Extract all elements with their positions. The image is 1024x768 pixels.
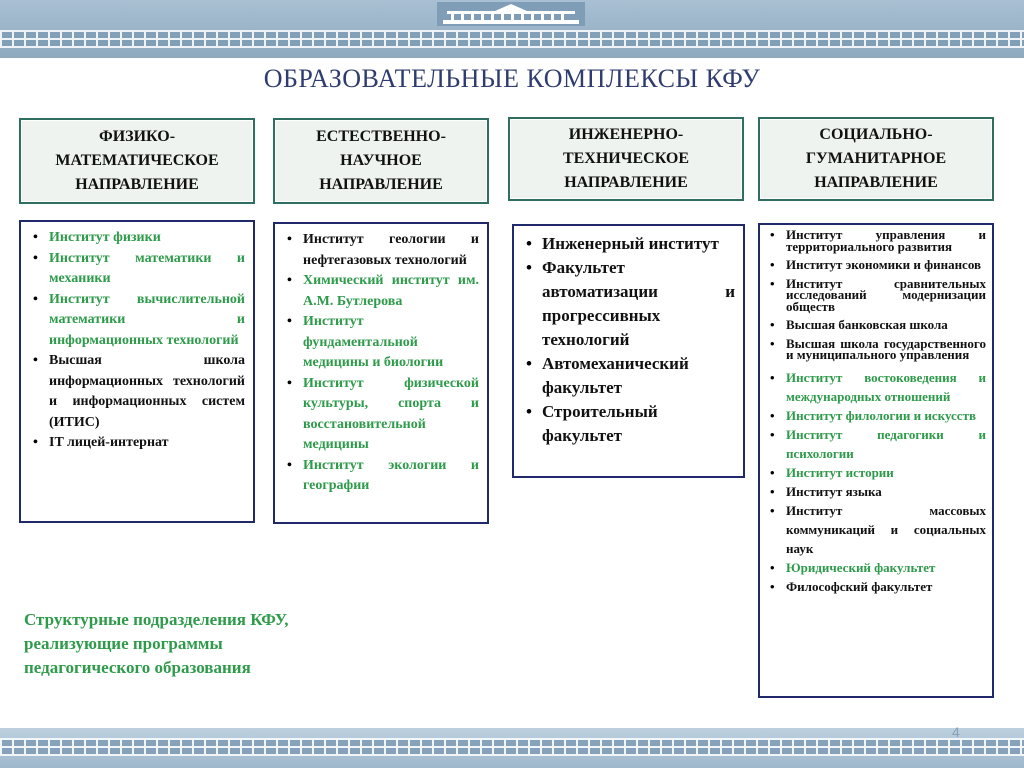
list-item: • Институт вычислительной математики и информационных технологий [27, 290, 245, 352]
list-item: • Юридический факультет [764, 558, 986, 577]
list-item: • Институт экологии и географии [281, 456, 479, 497]
header-social-humanitarian: СОЦИАЛЬНО-ГУМАНИТАРНОЕ НАПРАВЛЕНИЕ [758, 117, 994, 201]
list-item: • Институт физической культуры, спорта и восстановительной медицины [281, 374, 479, 456]
list-social-humanitarian [758, 223, 994, 698]
slide-title: ОБРАЗОВАТЕЛЬНЫЕ КОМПЛЕКСЫ КФУ [263, 64, 761, 93]
university-building-logo [437, 2, 585, 26]
list-item: • Институт истории [764, 463, 986, 482]
list-item: • Высшая школа информационных технологий и информационных систем (ИТИС) [27, 351, 245, 433]
list-item: • Философский факультет [764, 577, 986, 596]
list-engineering [512, 224, 745, 478]
top-ornament-band [0, 30, 1024, 48]
list-item: • Институт педагогики и психологии [764, 425, 986, 463]
list-item: • Институт экономики и финансов [764, 259, 986, 271]
list-item: • Высшая банковская школа [764, 319, 986, 331]
list-item: • Институт востоковедения и международных отношений [764, 368, 986, 406]
header-physics-math: ФИЗИКО-МАТЕМАТИЧЕСКОЕ НАПРАВЛЕНИЕ [19, 118, 255, 204]
list-natural-sciences [273, 222, 489, 524]
list-item: • Институт сравнительных исследований модернизации обществ [764, 278, 986, 313]
legend-note: Структурные подразделения КФУ, реализующие программы педагогического образования [24, 610, 289, 677]
list-item: • Институт языка [764, 482, 986, 501]
list-item: • Институт массовых коммуникаций и социальных наук [764, 501, 986, 558]
list-item: • Автомеханический факультет [520, 352, 735, 400]
header-engineering: ИНЖЕНЕРНО-ТЕХНИЧЕСКОЕ НАПРАВЛЕНИЕ [508, 117, 744, 201]
list-item: • IT лицей-интернат [27, 433, 245, 454]
list-item: • Институт фундаментальной медицины и биологии [281, 312, 479, 374]
list-item: • Институт физики [27, 228, 245, 249]
list-item: • Институт филологии и искусств [764, 406, 986, 425]
list-physics-math [19, 220, 255, 523]
list-item: • Институт математики и механики [27, 249, 245, 290]
list-item: • Факультет автоматизации и прогрессивных технологий [520, 256, 735, 352]
page-number: 4 [952, 724, 960, 740]
bottom-ornament-band [0, 738, 1024, 756]
list-item: • Строительный факультет [520, 400, 735, 448]
list-item: • Институт геологии и нефтегазовых технологий [281, 230, 479, 271]
list-item: • Институт управления и территориального развития [764, 229, 986, 252]
list-item: • Инженерный институт [520, 232, 735, 256]
list-item: • Химический институт им. А.М. Бутлерова [281, 271, 479, 312]
list-item: • Высшая школа государственного и муниципального управления [764, 338, 986, 361]
header-natural-sciences: ЕСТЕСТВЕННО-НАУЧНОЕ НАПРАВЛЕНИЕ [273, 118, 489, 204]
